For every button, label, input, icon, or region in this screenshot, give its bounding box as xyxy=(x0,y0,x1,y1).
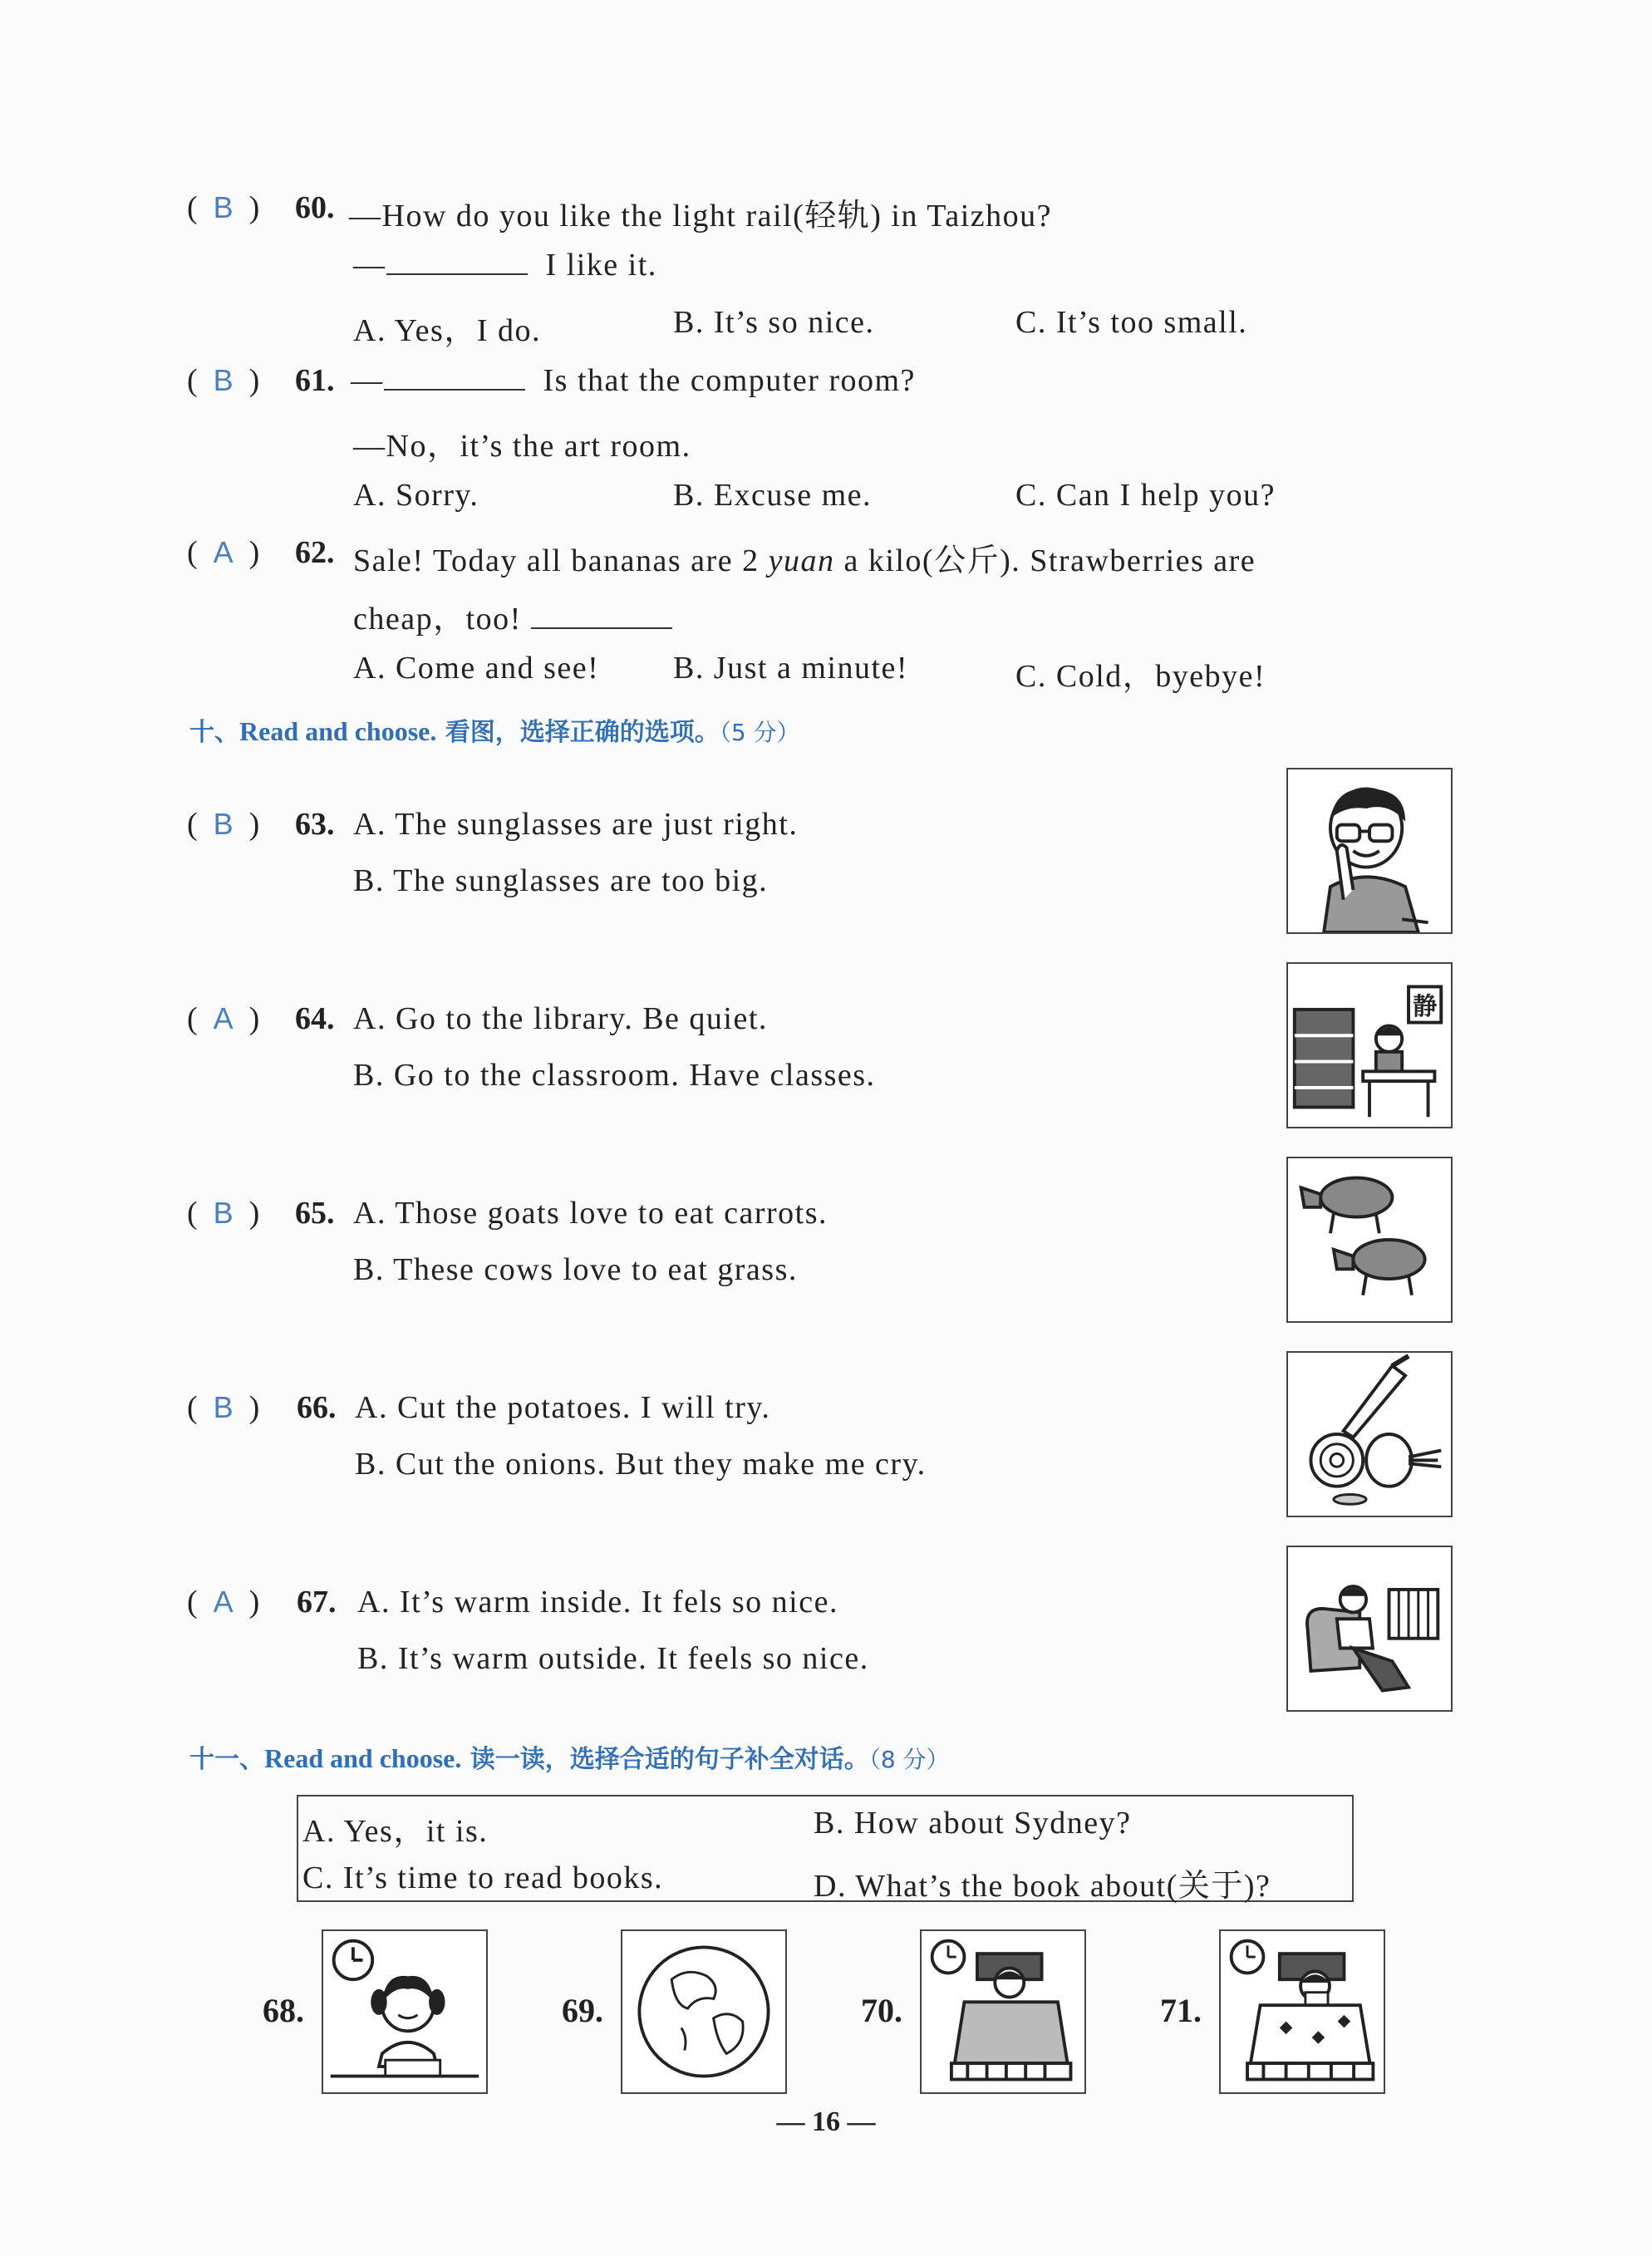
pic-68-girl-reading xyxy=(322,1929,488,2094)
section-11-label: 十一、 xyxy=(189,1745,264,1774)
q65-option-b: B. These cows love to eat grass. xyxy=(353,1252,798,1287)
q61-number: 61. xyxy=(295,363,335,398)
q62-stem-b: a kilo(公斤). Strawberries are xyxy=(834,543,1256,578)
q61-option-a: A. Sorry. xyxy=(353,478,479,513)
q60-line2-text: I like it. xyxy=(545,248,657,283)
q64-answer-paren: ( A ) xyxy=(187,1001,260,1036)
q66-answer: B xyxy=(213,1390,234,1424)
q60-option-b: B. It’s so nice. xyxy=(673,305,875,340)
q64-picture-library xyxy=(1286,962,1453,1128)
q60-stem: —How do you like the light rail(轻轨) in Taizhou? xyxy=(349,199,1052,233)
q62-line2-text: cheap，too! xyxy=(353,602,522,636)
q62-stem xyxy=(353,534,1256,580)
q62-option-a: A. Come and see! xyxy=(353,651,600,686)
q63-number: 63. xyxy=(295,807,335,842)
q64-option-a: A. Go to the library. Be quiet. xyxy=(353,1001,768,1036)
q60-option-a: A. Yes，I do. xyxy=(353,313,541,348)
option-a: A. Yes，it is. xyxy=(302,1814,489,1849)
section-11-score: （8 分） xyxy=(868,1746,950,1773)
pic-71-girl-reading-in-bed xyxy=(1219,1929,1385,2094)
section-10-heading xyxy=(189,711,800,748)
pic-68-number: 68. xyxy=(263,1992,304,2029)
q62-option-c: C. Cold，byebye! xyxy=(1015,659,1266,694)
option-c: C. It’s time to read books. xyxy=(302,1860,664,1895)
q61-blank[interactable] xyxy=(384,364,525,391)
q63-answer: B xyxy=(213,807,234,841)
option-b: B. How about Sydney? xyxy=(814,1806,1132,1841)
q62-answer: A xyxy=(213,535,234,569)
q60-blank[interactable] xyxy=(386,248,528,275)
q61-option-c: C. Can I help you? xyxy=(1015,478,1276,513)
q62-blank[interactable] xyxy=(531,602,672,629)
q66-option-b: B. Cut the onions. But they make me cry. xyxy=(355,1447,927,1482)
q67-answer-paren: ( A ) xyxy=(187,1585,260,1620)
library-sign-text: 静 xyxy=(1412,991,1438,1020)
q63-option-b: B. The sunglasses are too big. xyxy=(353,863,769,898)
q61-line1 xyxy=(351,362,916,399)
q66-picture-knife-onions xyxy=(1286,1351,1453,1517)
q65-number: 65. xyxy=(295,1196,335,1231)
q60-answer-paren: ( B ) xyxy=(187,190,260,225)
q65-picture-cows xyxy=(1286,1157,1453,1323)
option-d: D. What’s the book about(关于)? xyxy=(814,1869,1271,1904)
section-11-heading xyxy=(189,1738,950,1775)
q63-picture-boy-sunglasses xyxy=(1286,768,1453,934)
q60-option-c: C. It’s too small. xyxy=(1015,305,1248,340)
q61-dash: — xyxy=(351,363,384,398)
q62-stem-a: Sale! Today all bananas are 2 xyxy=(353,543,769,578)
q64-answer: A xyxy=(213,1001,234,1035)
q67-option-a: A. It’s warm inside. It fels so nice. xyxy=(357,1585,838,1620)
q65-answer-paren: ( B ) xyxy=(187,1196,260,1231)
q62-answer-paren: ( A ) xyxy=(187,535,260,570)
q64-option-b: B. Go to the classroom. Have classes. xyxy=(353,1058,876,1093)
pic-69-number: 69. xyxy=(562,1992,603,2029)
q61-line2: —No，it’s the art room. xyxy=(353,429,691,464)
pic-69-globe xyxy=(621,1929,787,2094)
q65-option-a: A. Those goats love to eat carrots. xyxy=(353,1196,828,1231)
pic-71-number: 71. xyxy=(1160,1992,1202,2029)
q67-picture-man-radiator xyxy=(1286,1546,1453,1712)
q61-answer: B xyxy=(213,363,234,397)
q60-dash: — xyxy=(353,248,386,283)
section-10-score: （5 分） xyxy=(719,719,800,746)
q60-answer: B xyxy=(213,190,234,224)
section-11-option-box xyxy=(297,1795,1354,1902)
q66-option-a: A. Cut the potatoes. I will try. xyxy=(355,1390,771,1425)
q67-answer: A xyxy=(213,1585,234,1619)
q67-number: 67. xyxy=(297,1585,337,1620)
section-10-title-cn: 看图，选择正确的选项。 xyxy=(436,718,720,747)
q62-line2 xyxy=(353,592,672,638)
q62-number: 62. xyxy=(295,535,335,570)
section-11-title-cn: 读一读，选择合适的句子补全对话。 xyxy=(461,1745,869,1774)
section-11-title-en: Read and choose. xyxy=(264,1743,462,1773)
q60-line2 xyxy=(353,247,657,283)
pic-70-number: 70. xyxy=(861,1992,902,2029)
page-number: — 16 — xyxy=(776,2106,876,2137)
pic-70-girl-in-bed xyxy=(920,1929,1086,2094)
section-10-label: 十、 xyxy=(189,718,239,747)
q66-answer-paren: ( B ) xyxy=(187,1390,260,1425)
q65-answer: B xyxy=(213,1196,234,1230)
q61-line1-text: Is that the computer room? xyxy=(543,363,916,398)
q66-number: 66. xyxy=(297,1390,337,1425)
q64-number: 64. xyxy=(295,1001,335,1036)
q67-option-b: B. It’s warm outside. It feels so nice. xyxy=(357,1641,869,1676)
q61-answer-paren: ( B ) xyxy=(187,363,260,398)
q62-stem-italic: yuan xyxy=(768,543,835,578)
q62-option-b: B. Just a minute! xyxy=(673,651,909,686)
section-10-title-en: Read and choose. xyxy=(239,716,437,746)
q63-option-a: A. The sunglasses are just right. xyxy=(353,807,799,842)
q60-number: 60. xyxy=(295,190,335,225)
q63-answer-paren: ( B ) xyxy=(187,807,260,842)
q61-option-b: B. Excuse me. xyxy=(673,478,873,513)
